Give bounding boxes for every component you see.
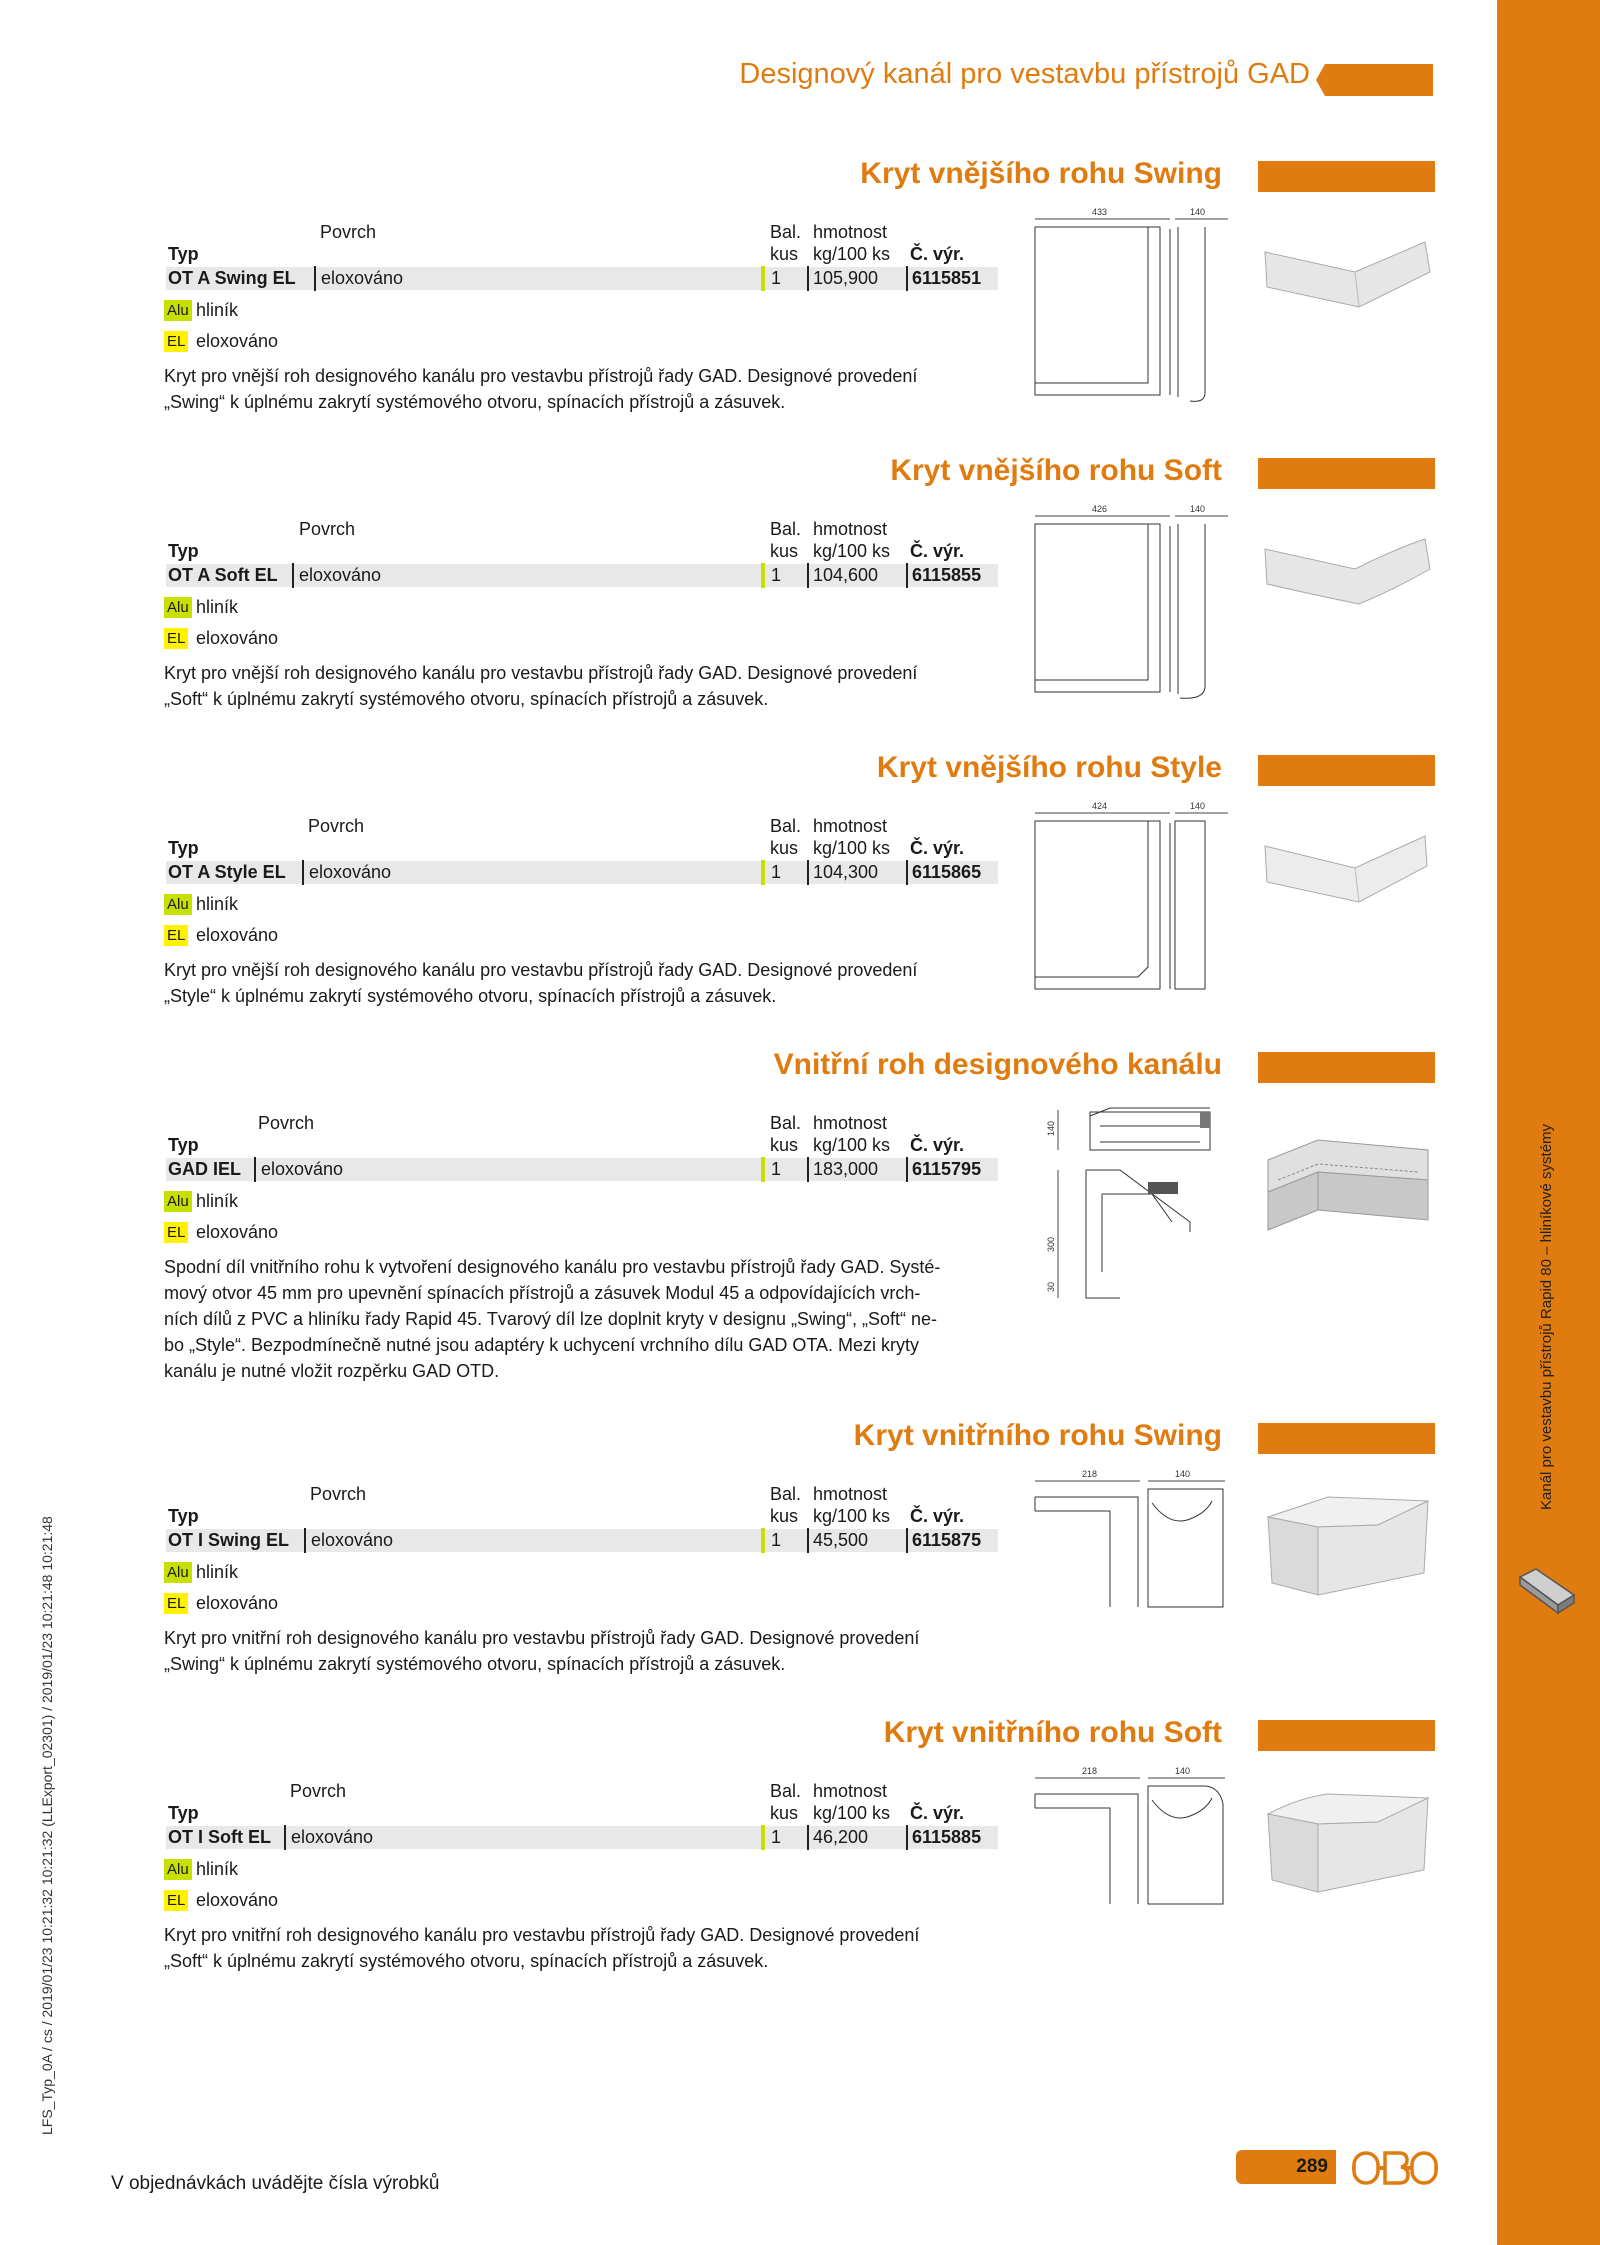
product-description [164, 1254, 1004, 1384]
badge-alu-text: hliník [196, 1191, 239, 1211]
product-section-inner-soft [0, 1716, 1497, 2006]
section-accent-bar [1258, 458, 1435, 489]
dimension-label: 426 [1092, 504, 1108, 514]
product-surface: eloxováno [299, 565, 382, 585]
obo-logo [1352, 2150, 1438, 2186]
col-hmotnost: hmotnost [813, 222, 888, 242]
product-type: OT A Soft EL [168, 565, 278, 585]
product-code: 6115885 [912, 1827, 982, 1847]
col-povrch: Povrch [290, 1781, 347, 1801]
product-photo [1258, 1130, 1438, 1240]
badge-el: EL [164, 1890, 188, 1911]
section-accent-bar [1258, 161, 1435, 192]
product-code: 6115875 [912, 1530, 982, 1550]
description-line: „Swing“ k úplnému zakrytí systémového otvoru, spínacích přístrojů a zásuvek. [164, 392, 786, 412]
description-line: Kryt pro vnitřní roh designového kanálu pro vestavbu přístrojů řady GAD. Designové provedení [164, 1925, 920, 1945]
separator [906, 1157, 908, 1182]
col-cislo: Č. výr. [910, 244, 965, 264]
marker [761, 1528, 765, 1553]
col-kus: kus [770, 244, 799, 264]
sidebar-label: Kanál pro vestavbu přístrojů Rapid 80 – hliníkové systémy [1538, 1123, 1555, 1510]
product-description [164, 1625, 1004, 1677]
col-povrch: Povrch [258, 1113, 315, 1133]
technical-drawing [1030, 205, 1230, 405]
product-photo [1258, 1784, 1438, 1904]
separator [284, 1825, 286, 1850]
dimension-label: 140 [1046, 1120, 1056, 1136]
section-accent-bar [1258, 1423, 1435, 1454]
col-hmotnost: hmotnost [813, 816, 888, 836]
col-kg: kg/100 ks [813, 838, 891, 858]
col-typ: Typ [168, 541, 199, 561]
col-typ: Typ [168, 838, 199, 858]
badge-el-text: eloxováno [196, 628, 279, 648]
product-weight: 105,900 [813, 268, 879, 288]
col-typ: Typ [168, 244, 199, 264]
product-surface: eloxováno [309, 862, 392, 882]
section-accent-bar [1258, 1720, 1435, 1751]
col-bal: Bal. [770, 1484, 802, 1504]
description-line: „Soft“ k úplnému zakrytí systémového otvoru, spínacích přístrojů a zásuvek. [164, 1951, 769, 1971]
separator [906, 1528, 908, 1553]
footer-note: V objednávkách uvádějte čísla výrobků [111, 2173, 440, 2194]
description-line: ních dílů z PVC a hliníku řady Rapid 45. Tvarový díl lze doplnit kryty v designu „Swing“, „Soft“ ne- [164, 1309, 938, 1329]
badge-alu: Alu [164, 1859, 192, 1880]
dimension-label: 300 [1046, 1236, 1056, 1252]
product-section-inner-swing [0, 1419, 1497, 1709]
product-section-inner-corner [0, 1048, 1497, 1388]
dimension-label: 218 [1082, 1469, 1098, 1479]
badge-el-text: eloxováno [196, 1593, 279, 1613]
product-photo [1258, 1487, 1438, 1607]
col-povrch: Povrch [310, 1484, 367, 1504]
separator [314, 266, 316, 291]
dimension-label: 140 [1190, 207, 1206, 217]
dimension-label: 424 [1092, 801, 1108, 811]
separator [304, 1528, 306, 1553]
section-accent-bar [1258, 755, 1435, 786]
product-weight: 104,300 [813, 862, 879, 882]
product-weight: 104,600 [813, 565, 879, 585]
col-kus: kus [770, 1506, 799, 1526]
separator [254, 1157, 256, 1182]
separator [807, 1157, 809, 1182]
separator [807, 1528, 809, 1553]
col-bal: Bal. [770, 1113, 802, 1133]
col-kus: kus [770, 838, 799, 858]
product-section-outer-swing [0, 157, 1497, 447]
technical-drawing [1030, 502, 1230, 702]
marker [761, 266, 765, 291]
technical-drawing [1040, 1102, 1230, 1302]
col-povrch: Povrch [320, 222, 377, 242]
separator [292, 563, 294, 588]
product-qty: 1 [771, 862, 782, 882]
product-description [164, 660, 1004, 712]
dimension-label: 140 [1175, 1469, 1191, 1479]
product-code: 6115865 [912, 862, 982, 882]
badge-alu-text: hliník [196, 1562, 239, 1582]
badge-alu-text: hliník [196, 1859, 239, 1879]
col-typ: Typ [168, 1506, 199, 1526]
col-kus: kus [770, 1803, 799, 1823]
separator [807, 1825, 809, 1850]
separator [807, 563, 809, 588]
technical-drawing [1030, 1467, 1230, 1617]
col-bal: Bal. [770, 816, 802, 836]
col-kg: kg/100 ks [813, 1506, 891, 1526]
dimension-label: 30 [1046, 1281, 1056, 1292]
separator [906, 1825, 908, 1850]
section-title: Kryt vnějšího rohu Soft [890, 454, 1222, 487]
product-type: OT I Soft EL [168, 1827, 271, 1847]
section-title: Kryt vnitřního rohu Soft [883, 1716, 1222, 1749]
product-photo [1255, 232, 1435, 332]
product-surface: eloxováno [321, 268, 404, 288]
description-line: „Swing“ k úplnému zakrytí systémového otvoru, spínacích přístrojů a zásuvek. [164, 1654, 786, 1674]
col-kus: kus [770, 1135, 799, 1155]
description-line: Kryt pro vnitřní roh designového kanálu pro vestavbu přístrojů řady GAD. Designové provedení [164, 1628, 920, 1648]
product-surface: eloxováno [311, 1530, 394, 1550]
table-row [166, 1529, 998, 1552]
section-title: Kryt vnitřního rohu Swing [853, 1419, 1222, 1452]
product-code: 6115795 [912, 1159, 982, 1179]
col-cislo: Č. výr. [910, 541, 965, 561]
col-hmotnost: hmotnost [813, 1781, 888, 1801]
col-typ: Typ [168, 1135, 199, 1155]
description-line: Kryt pro vnější roh designového kanálu pro vestavbu přístrojů řady GAD. Designové provedení [164, 366, 918, 386]
product-description [164, 1922, 1004, 1974]
col-povrch: Povrch [308, 816, 365, 836]
badge-alu: Alu [164, 300, 192, 321]
side-bar [1497, 0, 1600, 2245]
product-section-outer-style [0, 751, 1497, 1041]
product-surface: eloxováno [261, 1159, 344, 1179]
badge-el: EL [164, 628, 188, 649]
col-kg: kg/100 ks [813, 1135, 891, 1155]
product-type: GAD IEL [168, 1159, 242, 1179]
col-kg: kg/100 ks [813, 541, 891, 561]
separator [906, 563, 908, 588]
badge-el-text: eloxováno [196, 331, 279, 351]
description-line: Kryt pro vnější roh designového kanálu pro vestavbu přístrojů řady GAD. Designové provedení [164, 960, 918, 980]
dimension-label: 140 [1190, 801, 1206, 811]
page-header-title: Designový kanál pro vestavbu přístrojů GAD [739, 58, 1310, 90]
dimension-label: 140 [1175, 1766, 1191, 1776]
col-typ: Typ [168, 1803, 199, 1823]
description-line: Kryt pro vnější roh designového kanálu pro vestavbu přístrojů řady GAD. Designové provedení [164, 663, 918, 683]
marker [761, 860, 765, 885]
product-weight: 46,200 [813, 1827, 869, 1847]
product-type: OT A Swing EL [168, 268, 296, 288]
product-qty: 1 [771, 1530, 782, 1550]
product-weight: 183,000 [813, 1159, 879, 1179]
dimension-label: 218 [1082, 1766, 1098, 1776]
dimension-label: 433 [1092, 207, 1108, 217]
description-line: kanálu je nutné vložit rozpěrku GAD OTD. [164, 1361, 500, 1381]
badge-el-text: eloxováno [196, 925, 279, 945]
badge-alu: Alu [164, 1562, 192, 1583]
product-code: 6115855 [912, 565, 982, 585]
separator [302, 860, 304, 885]
product-photo [1255, 529, 1435, 629]
badge-alu: Alu [164, 1191, 192, 1212]
dimension-label: 140 [1190, 504, 1206, 514]
col-povrch: Povrch [299, 519, 356, 539]
badge-alu: Alu [164, 894, 192, 915]
section-title: Kryt vnějšího rohu Swing [860, 157, 1222, 190]
col-cislo: Č. výr. [910, 838, 965, 858]
badge-alu-text: hliník [196, 894, 239, 914]
header-tab [1325, 64, 1433, 96]
col-bal: Bal. [770, 519, 802, 539]
col-cislo: Č. výr. [910, 1135, 965, 1155]
product-description [164, 363, 1004, 415]
col-cislo: Č. výr. [910, 1803, 965, 1823]
badge-el: EL [164, 925, 188, 946]
separator [807, 266, 809, 291]
col-hmotnost: hmotnost [813, 1484, 888, 1504]
description-line: „Style“ k úplnému zakrytí systémového otvoru, spínacích přístrojů a zásuvek. [164, 986, 777, 1006]
description-line: mový otvor 45 mm pro upevnění spínacích přístrojů a zásuvek Modul 45 a odpovídajících vrch- [164, 1283, 921, 1303]
section-accent-bar [1258, 1052, 1435, 1083]
marker [761, 1825, 765, 1850]
col-bal: Bal. [770, 222, 802, 242]
badge-el: EL [164, 331, 188, 352]
product-code: 6115851 [912, 268, 982, 288]
description-line: „Soft“ k úplnému zakrytí systémového otvoru, spínacích přístrojů a zásuvek. [164, 689, 769, 709]
badge-alu-text: hliník [196, 300, 239, 320]
separator [906, 266, 908, 291]
separator [906, 860, 908, 885]
product-type: OT A Style EL [168, 862, 286, 882]
separator [807, 860, 809, 885]
product-surface: eloxováno [291, 1827, 374, 1847]
badge-el-text: eloxováno [196, 1890, 279, 1910]
section-title: Vnitřní roh designového kanálu [773, 1048, 1222, 1081]
col-kg: kg/100 ks [813, 1803, 891, 1823]
badge-alu-text: hliník [196, 597, 239, 617]
description-line: bo „Style“. Bezpodmínečně nutné jsou adaptéry k uchycení vrchního dílu GAD OTA. Mezi kryty [164, 1335, 920, 1355]
col-bal: Bal. [770, 1781, 802, 1801]
col-cislo: Č. výr. [910, 1506, 965, 1526]
marker [761, 1157, 765, 1182]
channel-icon [1516, 1565, 1578, 1617]
badge-el: EL [164, 1222, 188, 1243]
product-qty: 1 [771, 1159, 782, 1179]
product-qty: 1 [771, 565, 782, 585]
col-hmotnost: hmotnost [813, 519, 888, 539]
technical-drawing [1030, 1764, 1230, 1914]
description-line: Spodní díl vnitřního rohu k vytvoření designového kanálu pro vestavbu přístrojů řady GAD. Systé- [164, 1257, 941, 1277]
badge-el: EL [164, 1593, 188, 1614]
export-metadata: LFS_Typ_0A / cs / 2019/01/23 10:21:32 10:21:32 (LLExport_02301) / 2019/01/23 10:21:48 10:21:48 [39, 1516, 55, 2135]
product-description [164, 957, 1004, 1009]
product-photo [1255, 826, 1435, 926]
product-qty: 1 [771, 268, 782, 288]
col-kg: kg/100 ks [813, 244, 891, 264]
page-number: 289 [1296, 2156, 1328, 2177]
badge-alu: Alu [164, 597, 192, 618]
col-hmotnost: hmotnost [813, 1113, 888, 1133]
section-title: Kryt vnějšího rohu Style [876, 751, 1222, 784]
technical-drawing [1030, 799, 1230, 999]
product-qty: 1 [771, 1827, 782, 1847]
product-section-outer-soft [0, 454, 1497, 744]
col-kus: kus [770, 541, 799, 561]
product-weight: 45,500 [813, 1530, 869, 1550]
badge-el-text: eloxováno [196, 1222, 279, 1242]
marker [761, 563, 765, 588]
product-type: OT I Swing EL [168, 1530, 289, 1550]
